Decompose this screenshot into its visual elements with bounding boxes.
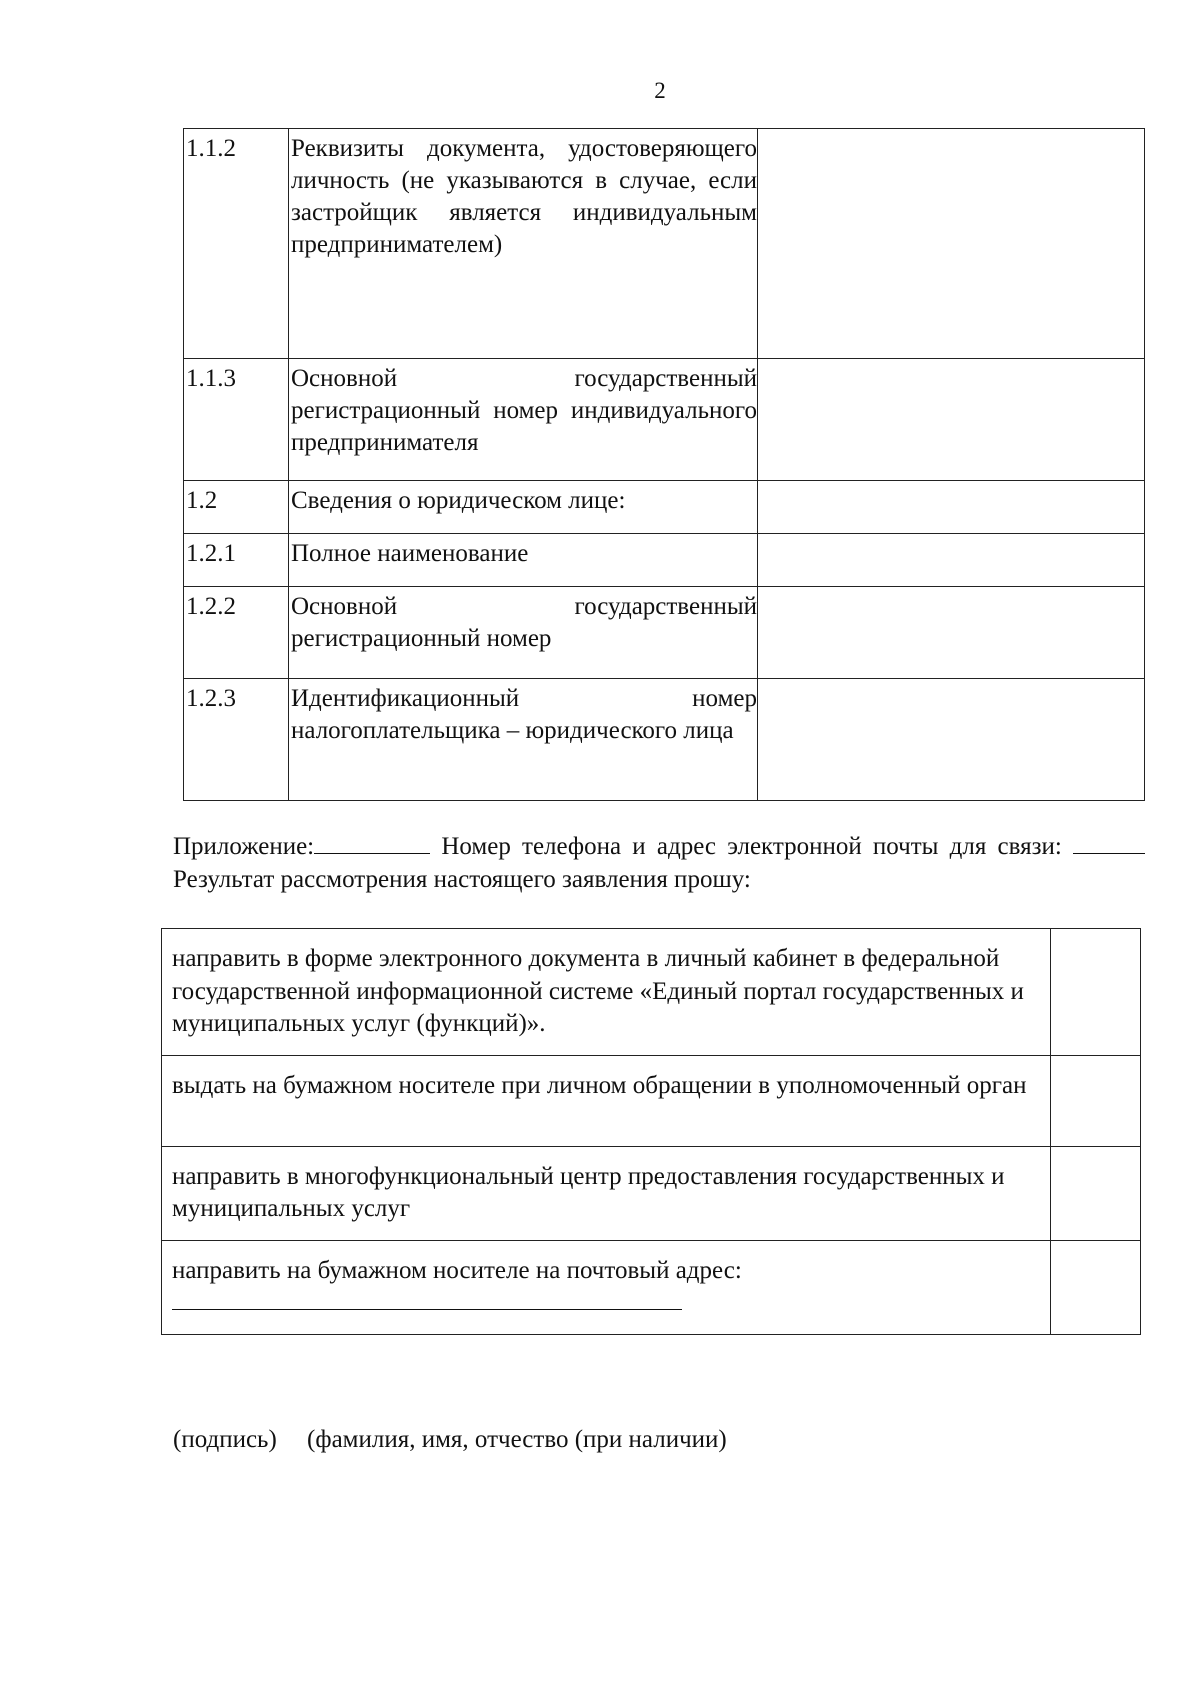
row-value-cell[interactable]: [758, 129, 1145, 359]
option-row: [162, 929, 1141, 1056]
row-number: 1.1.3: [184, 359, 289, 481]
row-number: 1.2: [184, 481, 289, 534]
row-label: Реквизиты документа, удостоверяющего личность (не указываются в случае, если застройщик является индивидуальным предпринимателем): [289, 129, 758, 359]
option-postal-cell: [162, 1240, 1051, 1334]
signature-caption: (подпись): [173, 1426, 277, 1453]
option-text: выдать на бумажном носителе при личном обращении в уполномоченный орган: [162, 1055, 1051, 1146]
table-row: [184, 587, 1145, 679]
row-number: 1.2.1: [184, 534, 289, 587]
option-checkbox-cell[interactable]: [1051, 1055, 1141, 1146]
row-value-cell[interactable]: [758, 481, 1145, 534]
option-checkbox-cell[interactable]: [1051, 1146, 1141, 1240]
option-row: [162, 1146, 1141, 1240]
table-row: [184, 534, 1145, 587]
row-number: 1.1.2: [184, 129, 289, 359]
table-row: [184, 129, 1145, 359]
table-row: [184, 359, 1145, 481]
row-label: Основной государственный регистрационный номер индивидуального предпринимателя: [289, 359, 758, 481]
table-row: [184, 481, 1145, 534]
option-text: направить на бумажном носителе на почтовый адрес:: [172, 1256, 742, 1284]
row-number: 1.2.3: [184, 679, 289, 801]
appendix-blank-field[interactable]: [314, 831, 430, 854]
row-label: Основной государственный регистрационный номер: [289, 587, 758, 679]
row-label: Идентификационный номер налогоплательщика – юридического лица: [289, 679, 758, 801]
result-label: Результат рассмотрения настоящего заявления прошу:: [173, 866, 751, 894]
table-row: [184, 679, 1145, 801]
row-label: Полное наименование: [289, 534, 758, 587]
contact-blank-field[interactable]: [1073, 831, 1145, 854]
option-checkbox-cell[interactable]: [1051, 1240, 1141, 1334]
appendix-paragraph: [173, 830, 1145, 897]
page-number: 2: [654, 78, 666, 103]
row-value-cell[interactable]: [758, 679, 1145, 801]
applicant-info-table: [183, 128, 1145, 801]
row-value-cell[interactable]: [758, 534, 1145, 587]
contact-label: Номер телефона и адрес электронной почты для связи:: [441, 833, 1062, 860]
full-name-caption: (фамилия, имя, отчество (при наличии): [307, 1426, 727, 1453]
option-checkbox-cell[interactable]: [1051, 929, 1141, 1056]
row-value-cell[interactable]: [758, 359, 1145, 481]
option-row: [162, 1240, 1141, 1334]
option-text: направить в многофункциональный центр предоставления государственных и муниципальных услуг: [162, 1146, 1051, 1240]
result-delivery-options-table: [161, 928, 1141, 1335]
option-row: [162, 1055, 1141, 1146]
row-number: 1.2.2: [184, 587, 289, 679]
row-value-cell[interactable]: [758, 587, 1145, 679]
option-text: направить в форме электронного документа в личный кабинет в федеральной государственной информационной системе «Единый портал государственных и муниципальных услуг (функций)».: [162, 929, 1051, 1056]
appendix-label: Приложение:: [173, 833, 315, 860]
signature-line: [173, 1424, 751, 1457]
row-label: Сведения о юридическом лице:: [289, 481, 758, 534]
postal-address-blank-field[interactable]: [172, 1287, 682, 1310]
